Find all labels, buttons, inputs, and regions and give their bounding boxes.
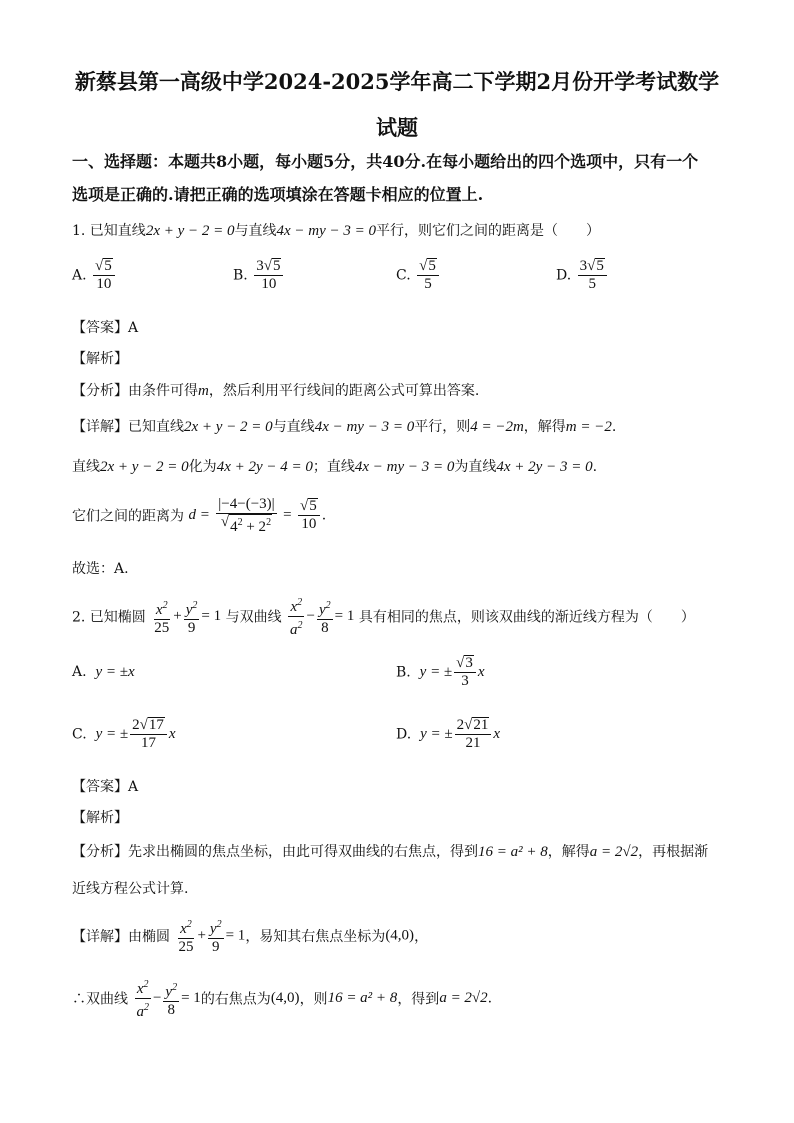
q1-option-d-value: 3 √ 5 5	[578, 258, 607, 293]
q1-fenxi	[72, 380, 479, 400]
q2-hyperbola-y-term: $\frac{y^2}{8}$	[317, 597, 333, 637]
q2-fenxi-eq: 16 = a² + 8	[478, 844, 548, 860]
q1-prefix: 1. 已知直线	[72, 223, 146, 239]
q2-detail-end: .	[487, 990, 493, 1007]
q2-option-c: C. y = ± 2 √ 17 17 x	[72, 717, 176, 751]
q1-analysis-heading: 【解析】	[72, 351, 128, 367]
q2-option-a-label: A.	[72, 664, 87, 680]
q2-detail-ellipse-y: $\frac{y^2}{9}$	[208, 916, 224, 956]
question-1-stem	[72, 220, 600, 240]
q2-fenxi-line1	[72, 841, 708, 861]
q1-distance-result: √ 5 10	[298, 498, 320, 533]
q2-suffix: 具有相同的焦点，则该双曲线的渐近线方程为（ ）	[358, 609, 695, 626]
q2-mid: 与双曲线	[225, 609, 282, 626]
q2-option-a-value: y = ±x	[95, 664, 135, 680]
q2-detail-text-6: ，得到	[397, 991, 440, 1008]
q2-option-b: B. y = ± √ 3 3 x	[396, 655, 485, 689]
q1-distance-fraction: |−4−(−3)| √ $4^2 + 2^2$	[218, 496, 275, 535]
q1-fenxi-var: m	[198, 383, 209, 399]
q1-detail-eq2: 4x − my − 3 = 0	[314, 419, 415, 435]
q1-line-eq2: 4x − my − 3 = 0	[354, 459, 455, 475]
q2-option-d: D. y = ± 2 √ 21 21 x	[396, 717, 501, 751]
q1-choose: 故选：A.	[72, 561, 129, 577]
q2-fenxi-line2: 近线方程公式计算.	[72, 881, 189, 897]
q2-analysis-heading: 【解析】	[72, 810, 128, 826]
q1-option-d	[556, 258, 609, 293]
q1-option-d-label: D.	[556, 267, 572, 284]
q1-fenxi-tag: 【分析】	[72, 383, 128, 399]
q1-option-b-label: B.	[233, 267, 248, 284]
q1-suffix: 平行，则它们之间的距离是（ ）	[376, 223, 601, 239]
q2-detail-focus: (4,0)	[385, 927, 415, 944]
q1-detail-tag: 【详解】	[72, 419, 128, 435]
section-instruction-line2: 选项是正确的.请把正确的选项填涂在答题卡相应的位置上.	[72, 185, 484, 204]
q1-distance-numerator: |−4−(−3)|	[218, 496, 275, 512]
q1-line-c: ；直线	[312, 459, 355, 475]
q1-detail-eq1: 2x + y − 2 = 0	[184, 419, 273, 435]
q1-line-eq1: 2x + y − 2 = 0	[100, 459, 189, 475]
q2-option-d-label: D.	[396, 726, 412, 743]
q1-distance-equals: =	[283, 507, 292, 523]
section-instruction: 一、选择题：本题共8小题，每小题5分，共40分.在每小题给出的四个选项中，只有一个	[72, 152, 699, 171]
q2-option-c-value: 2 √ 17 17	[130, 717, 167, 752]
q2-fenxi-text-2: ，解得	[547, 844, 590, 860]
q2-detail-result: a = 2√2	[439, 990, 488, 1006]
q1-option-c-value: √ 5 5	[417, 258, 439, 293]
q2-detail-text-5: ，则	[299, 991, 328, 1008]
q2-hyperbola-x-term: $\frac{x^2}{a^2}$	[288, 594, 305, 639]
q2-detail-eq: 16 = a² + 8	[327, 990, 398, 1006]
q1-distance-text: 它们之间的距离为	[72, 508, 184, 525]
q1-line-d: 为直线	[454, 459, 497, 475]
q2-detail-ellipse-x: $\frac{x^2}{25}$	[176, 916, 195, 956]
q2-detail-line2: ∴双曲线 $\frac{x^2}{a^2}$ − $\frac{y^2}{8}$ = 1的右焦点为(4,0)，则16 = a² + 8，得到a = 2√2.	[72, 976, 492, 1021]
q1-option-b-value: 3 √ 5 10	[254, 258, 283, 293]
q1-option-a-label: A.	[72, 267, 87, 284]
page-title: 新蔡县第一高级中学2024-2025学年高二下学期2月份开学考试数学	[74, 69, 720, 94]
q1-option-a	[72, 258, 117, 293]
q2-detail-hyperbola-y: $\frac{y^2}{8}$	[163, 979, 179, 1019]
q2-fenxi-text-3: ，再根据渐	[638, 844, 709, 860]
q1-mid: 与直线	[234, 223, 277, 239]
q2-detail-text: 由椭圆	[128, 929, 170, 945]
q1-line-eq-conv2: 4x + 2y − 3 = 0	[496, 459, 593, 475]
q1-distance-var: d =	[188, 507, 210, 523]
q1-detail-text-d: ，解得	[523, 419, 566, 435]
q1-detail-text: 已知直线	[128, 419, 184, 435]
q2-option-c-label: C.	[72, 726, 87, 743]
q1-option-c	[396, 258, 441, 293]
q2-detail-tag: 【详解】	[72, 929, 128, 945]
q2-prefix: 2. 已知椭圆	[72, 609, 146, 626]
q2-answer: 【答案】A	[72, 779, 139, 795]
q2-option-b-label: B.	[396, 664, 411, 681]
q2-fenxi-tag: 【分析】	[72, 844, 128, 860]
q1-distance-line: 它们之间的距离为 d = |−4−(−3)| √ $4^2 + 2^2$ = √ 5 10 .	[72, 496, 327, 535]
q2-detail-text-3: ，	[414, 929, 429, 945]
q2-fenxi-text: 先求出椭圆的焦点坐标，由此可得双曲线的右焦点，得到	[128, 844, 478, 860]
q2-detail-line1: 【详解】由椭圆 $\frac{x^2}{25}$ + $\frac{y^2}{9}$ = 1，易知其右焦点坐标为(4,0)，	[72, 916, 428, 956]
q2-detail-text-2: ，易知其右焦点坐标为	[245, 929, 386, 945]
q2-fenxi-result: a = 2√2	[589, 844, 639, 860]
q1-line-eq-conv1: 4x + 2y − 4 = 0	[216, 459, 313, 475]
q2-therefore: ∴双曲线	[72, 991, 128, 1008]
q1-line-b: 化为	[188, 459, 217, 475]
q2-detail-focus-2: (4,0)	[270, 990, 300, 1006]
q1-option-b	[233, 258, 285, 293]
q1-line-a: 直线	[72, 459, 100, 475]
q2-ellipse-y-term: $\frac{y^2}{9}$	[184, 597, 200, 637]
q1-detail-text-c: 平行，则	[414, 419, 471, 435]
q2-option-a	[72, 664, 135, 681]
q2-detail-text-4: 的右焦点为	[200, 991, 271, 1008]
q2-option-b-value: √ 3 3	[454, 655, 476, 690]
q1-fenxi-text: 由条件可得	[128, 383, 198, 399]
q1-detail-result: m = −2	[565, 419, 612, 435]
q2-option-d-value: 2 √ 21 21	[455, 717, 492, 752]
q1-answer: 【答案】A	[72, 320, 139, 336]
q1-line2-eq: 4x − my − 3 = 0	[276, 223, 377, 239]
q2-ellipse-x-term: $\frac{x^2}{25}$	[152, 597, 171, 637]
q1-detail-eq3: 4 = −2m	[470, 419, 524, 435]
q1-line1-eq: 2x + y − 2 = 0	[145, 223, 235, 239]
q1-detail-line1: 【详解】已知直线2x + y − 2 = 0与直线4x − my − 3 = 0平行，则4 = −2m，解得m = −2.	[72, 419, 617, 435]
question-2-stem: 2. 已知椭圆 $\frac{x^2}{25}$ + $\frac{y^2}{9}$ = 1 与双曲线 $\frac{x^2}{a^2}$ − $\frac{y^2}{8}$ = 1 具有相同的焦点，则该双曲线的渐近线方程为（ ）	[72, 594, 695, 639]
q2-detail-hyperbola-x: $\frac{x^2}{a^2}$	[134, 976, 151, 1021]
page-title-line2: 试题	[376, 115, 418, 140]
q1-option-a-value: √ 5 10	[93, 258, 115, 293]
q1-detail-line2: 直线2x + y − 2 = 0化为4x + 2y − 4 = 0；直线4x − my − 3 = 0为直线4x + 2y − 3 = 0.	[72, 459, 598, 475]
q1-detail-text-b: 与直线	[272, 419, 315, 435]
q1-option-c-label: C.	[396, 267, 411, 284]
q1-fenxi-text-2: ，然后利用平行线间的距离公式可算出答案.	[208, 383, 480, 399]
